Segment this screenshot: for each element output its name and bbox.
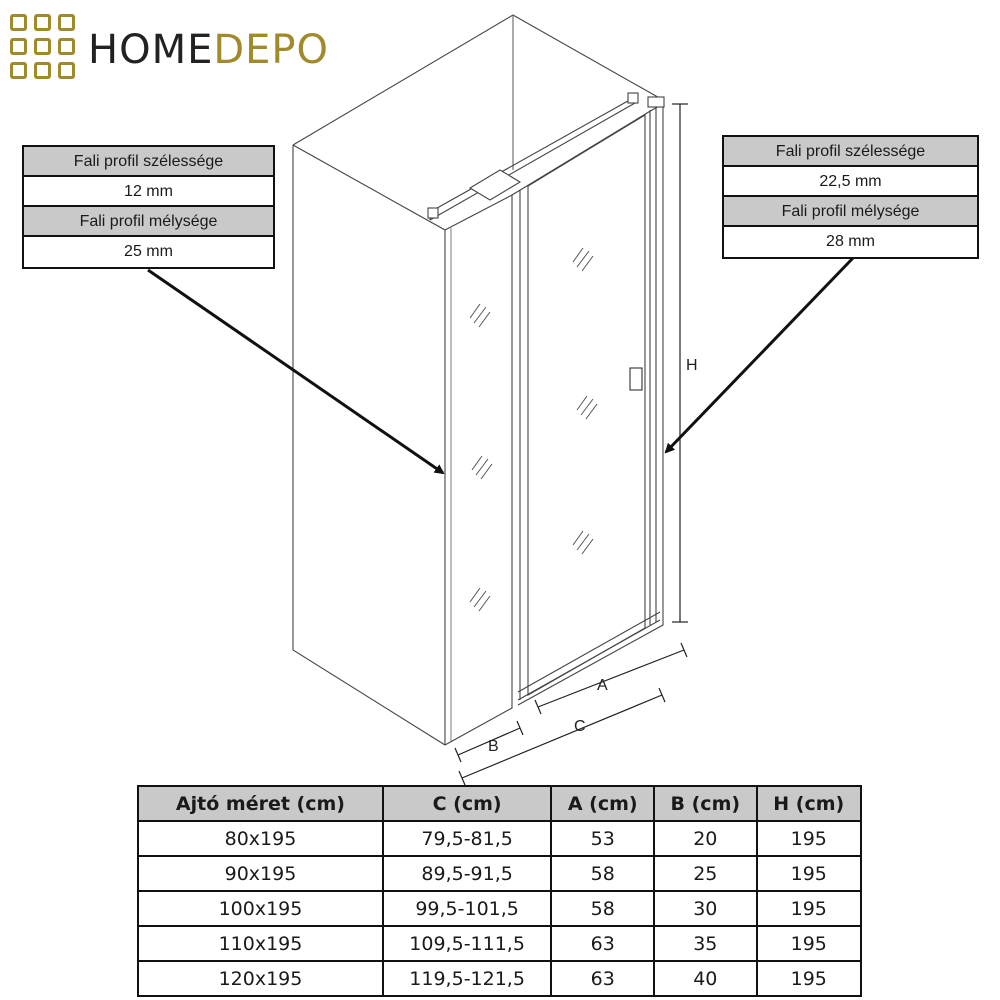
fixed-panel xyxy=(445,195,512,745)
left-callout-arrow xyxy=(148,270,443,473)
dimension-c xyxy=(459,688,665,785)
table-row xyxy=(138,961,861,996)
cell-b: 25 xyxy=(654,856,756,891)
dimension-c-label: C xyxy=(574,718,586,735)
header-h: H (cm) xyxy=(757,786,861,821)
cell-c: 109,5-111,5 xyxy=(383,926,551,961)
cell-c: 89,5-91,5 xyxy=(383,856,551,891)
header-c: C (cm) xyxy=(383,786,551,821)
table-row xyxy=(138,856,861,891)
cell-door-size: 120x195 xyxy=(138,961,383,996)
cell-a: 58 xyxy=(551,856,654,891)
cell-h: 195 xyxy=(757,926,861,961)
cell-a: 63 xyxy=(551,926,654,961)
right-depth-label: Fali profil mélysége xyxy=(724,197,977,227)
cell-door-size: 100x195 xyxy=(138,891,383,926)
right-width-label: Fali profil szélessége xyxy=(724,137,977,167)
cell-door-size: 110x195 xyxy=(138,926,383,961)
header-b: B (cm) xyxy=(654,786,756,821)
left-profile-info xyxy=(22,145,275,269)
table-header-row xyxy=(138,786,861,821)
left-depth-value: 25 mm xyxy=(124,243,173,260)
header-door-size: Ajtó méret (cm) xyxy=(138,786,383,821)
right-profile-info xyxy=(722,135,979,259)
size-table xyxy=(137,785,862,997)
door-handle xyxy=(630,368,642,390)
dimension-b-label: B xyxy=(488,738,499,755)
cell-h: 195 xyxy=(757,821,861,856)
left-depth-label: Fali profil mélysége xyxy=(24,207,273,237)
right-depth-value: 28 mm xyxy=(826,233,875,250)
top-rail xyxy=(430,97,635,220)
cell-b: 20 xyxy=(654,821,756,856)
header-a: A (cm) xyxy=(551,786,654,821)
table-row xyxy=(138,891,861,926)
cell-b: 35 xyxy=(654,926,756,961)
cell-b: 30 xyxy=(654,891,756,926)
right-width-value: 22,5 mm xyxy=(724,167,977,197)
logo-text-home: HOME xyxy=(88,27,214,73)
right-callout-arrow xyxy=(666,258,853,452)
cell-b: 40 xyxy=(654,961,756,996)
cell-a: 58 xyxy=(551,891,654,926)
cell-h: 195 xyxy=(757,891,861,926)
cell-door-size: 80x195 xyxy=(138,821,383,856)
cell-c: 99,5-101,5 xyxy=(383,891,551,926)
left-width-label: Fali profil szélessége xyxy=(24,147,273,177)
cell-h: 195 xyxy=(757,961,861,996)
dimension-h-label: H xyxy=(686,357,698,374)
glass-reflections xyxy=(470,248,597,611)
cell-h: 195 xyxy=(757,856,861,891)
cell-a: 63 xyxy=(551,961,654,996)
dimension-a-label: A xyxy=(597,677,608,694)
cell-c: 79,5-81,5 xyxy=(383,821,551,856)
cell-a: 53 xyxy=(551,821,654,856)
cell-door-size: 90x195 xyxy=(138,856,383,891)
table-row xyxy=(138,821,861,856)
door-frame xyxy=(512,104,663,705)
logo-text-depo: DEPO xyxy=(213,27,330,73)
table-row xyxy=(138,926,861,961)
wall-outline xyxy=(293,15,663,745)
cell-c: 119,5-121,5 xyxy=(383,961,551,996)
left-width-value: 12 mm xyxy=(24,177,273,207)
